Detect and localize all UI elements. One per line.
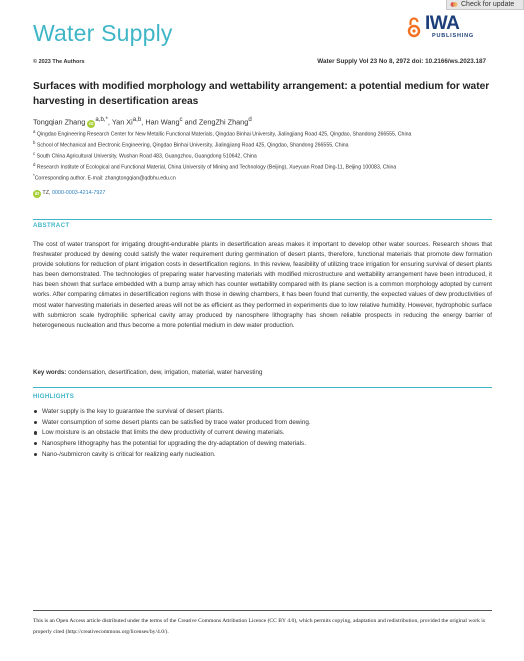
abstract-text: The cost of water transport for irrigating drought-endurable plants in desertification areas makes it important to develop other water sources. Research shows that freshwater produced by dewing could satisfy the water requirement during germination of desert plants, therefore, functional materials that promote dew formation provide solutions for reduction of plant irrigation costs in desertification regions. In this review, feasibility of utilizing trace irrigation for ensuring survival of desert plants has been demonstrated. The technologies of preparing water harvesting materials with modified microstructure and wettability arrangement have been introduced, it has been shown that surface embedded with a bump array which has counter wettability compared with its plane section is a common morphology adopted by current works. After comparing climates in desertification regions with those in dewing chambers, it has been found that currently, the expected values of dew productivities of most water harvesting materials in deserted areas will not be as efficient as they performed in experiments due to low relative humidity. However, hydrophobic surface with submicron scale hydrophilic spherical cavity array produced by nanosphere lithography has shown reliable prospects in reducing the energy barrier of heterogeneous nucleation and thus become a more potential medium in dew water production. bbox=[33, 241, 492, 329]
citation: Water Supply Vol 23 No 8, 2972 doi: 10.2166/ws.2023.187 bbox=[317, 58, 486, 65]
author-name: Han Wang bbox=[145, 117, 180, 127]
orcid-icon[interactable]: iD bbox=[89, 121, 94, 127]
highlights-divider bbox=[33, 387, 492, 388]
highlight-item: Nano-/submicron cavity is critical for realizing early nucleation. bbox=[33, 451, 492, 462]
publisher-mark: IWA bbox=[425, 13, 460, 34]
orcid-line bbox=[33, 190, 105, 198]
journal-title: Water Supply bbox=[33, 20, 173, 46]
license-footer: This is an Open Access article distributed under the terms of the Creative Commons Attribution Licence (CC BY 4.0), which permits copying, adaptation and redistribution, provided the original work is properly cited (http://creativecommons.org/licenses/by/4.0/). bbox=[33, 618, 486, 635]
author-affil-sup: a,b,* bbox=[95, 116, 108, 123]
author-affil-sup: c bbox=[179, 116, 183, 123]
highlight-item: Low moisture is an obstacle that limits the dew productivity of current dewing materials. bbox=[33, 429, 492, 440]
orcid-initials: TZ, bbox=[42, 190, 51, 196]
affiliation: $^a$ Qingdao Engineering Research Center for New Metallic Functional Materials, Qingdao Binhai University, Jialingjiang Road 425, Qingdao, Shandong 266555, China bbox=[33, 129, 412, 138]
check-updates-label: Check for update bbox=[461, 1, 515, 8]
affiliation: $^d$ Research Institute of Ecological and Functional Material, China University of Mining and Technology (Beijing), Xueyuan Road Ding-11, Beijing 100083, China bbox=[33, 162, 397, 171]
article-title: Surfaces with modified morphology and wettability arrangement: a potential medium for water harvesting in desertification areas bbox=[33, 81, 490, 107]
highlight-item: Water supply is the key to guarantee the survival of desert plants. bbox=[33, 408, 492, 419]
check-updates-icon bbox=[450, 1, 458, 8]
keywords-label: Key words: bbox=[33, 369, 67, 376]
author-affil-sup: d bbox=[248, 116, 252, 123]
abstract-divider bbox=[33, 219, 492, 220]
orcid-icon: iD bbox=[34, 191, 40, 196]
author-name: Yan Xi bbox=[111, 117, 133, 127]
footer-divider bbox=[33, 610, 492, 611]
publisher-logo bbox=[425, 13, 485, 40]
check-for-updates-button[interactable] bbox=[446, 0, 524, 10]
keywords bbox=[33, 369, 262, 376]
open-access-icon bbox=[407, 16, 421, 38]
copyright: © 2023 The Authors bbox=[33, 59, 85, 65]
affiliation: $^c$ South China Agricultural University, Wushan Road 483, Guangzhou, Guangdong 510642, China bbox=[33, 151, 257, 160]
highlights-list bbox=[33, 408, 492, 461]
author-list: Tongqian Zhang $iD^{a,b,*}$, Yan Xi$^{a,b}$, Han Wang$^c$ and ZengZhi Zhang$^d$ bbox=[33, 116, 252, 127]
author-name: Tongqian Zhang bbox=[33, 117, 86, 127]
orcid-link[interactable]: 0000-0003-4214-7927 bbox=[52, 190, 106, 196]
author-affil-sup: a,b bbox=[132, 116, 142, 123]
highlights-heading: HIGHLIGHTS bbox=[33, 393, 75, 400]
keywords-list: condensation, desertification, dew, irrigation, material, water harvesting bbox=[68, 369, 263, 376]
corresponding-author: *Corresponding author. E-mail: zhangtongqian@qdbhu.edu.cn bbox=[33, 173, 176, 182]
abstract-heading: ABSTRACT bbox=[33, 222, 70, 229]
affiliations bbox=[33, 128, 493, 183]
highlight-item: Nanosphere lithography has the potential for upgrading the dry-adaptation of dewing materials. bbox=[33, 440, 492, 451]
highlight-item: Water consumption of some desert plants can be satisfied by trace water produced from dewing. bbox=[33, 419, 492, 430]
author-name: ZengZhi Zhang bbox=[198, 117, 249, 127]
publisher-sub: PUBLISHING bbox=[432, 33, 474, 39]
affiliation: $^b$ School of Mechanical and Electronic Engineering, Qingdao Binhai University, Jialingjiang Road 425, Qingdao, Shandong 266555, China bbox=[33, 140, 349, 149]
